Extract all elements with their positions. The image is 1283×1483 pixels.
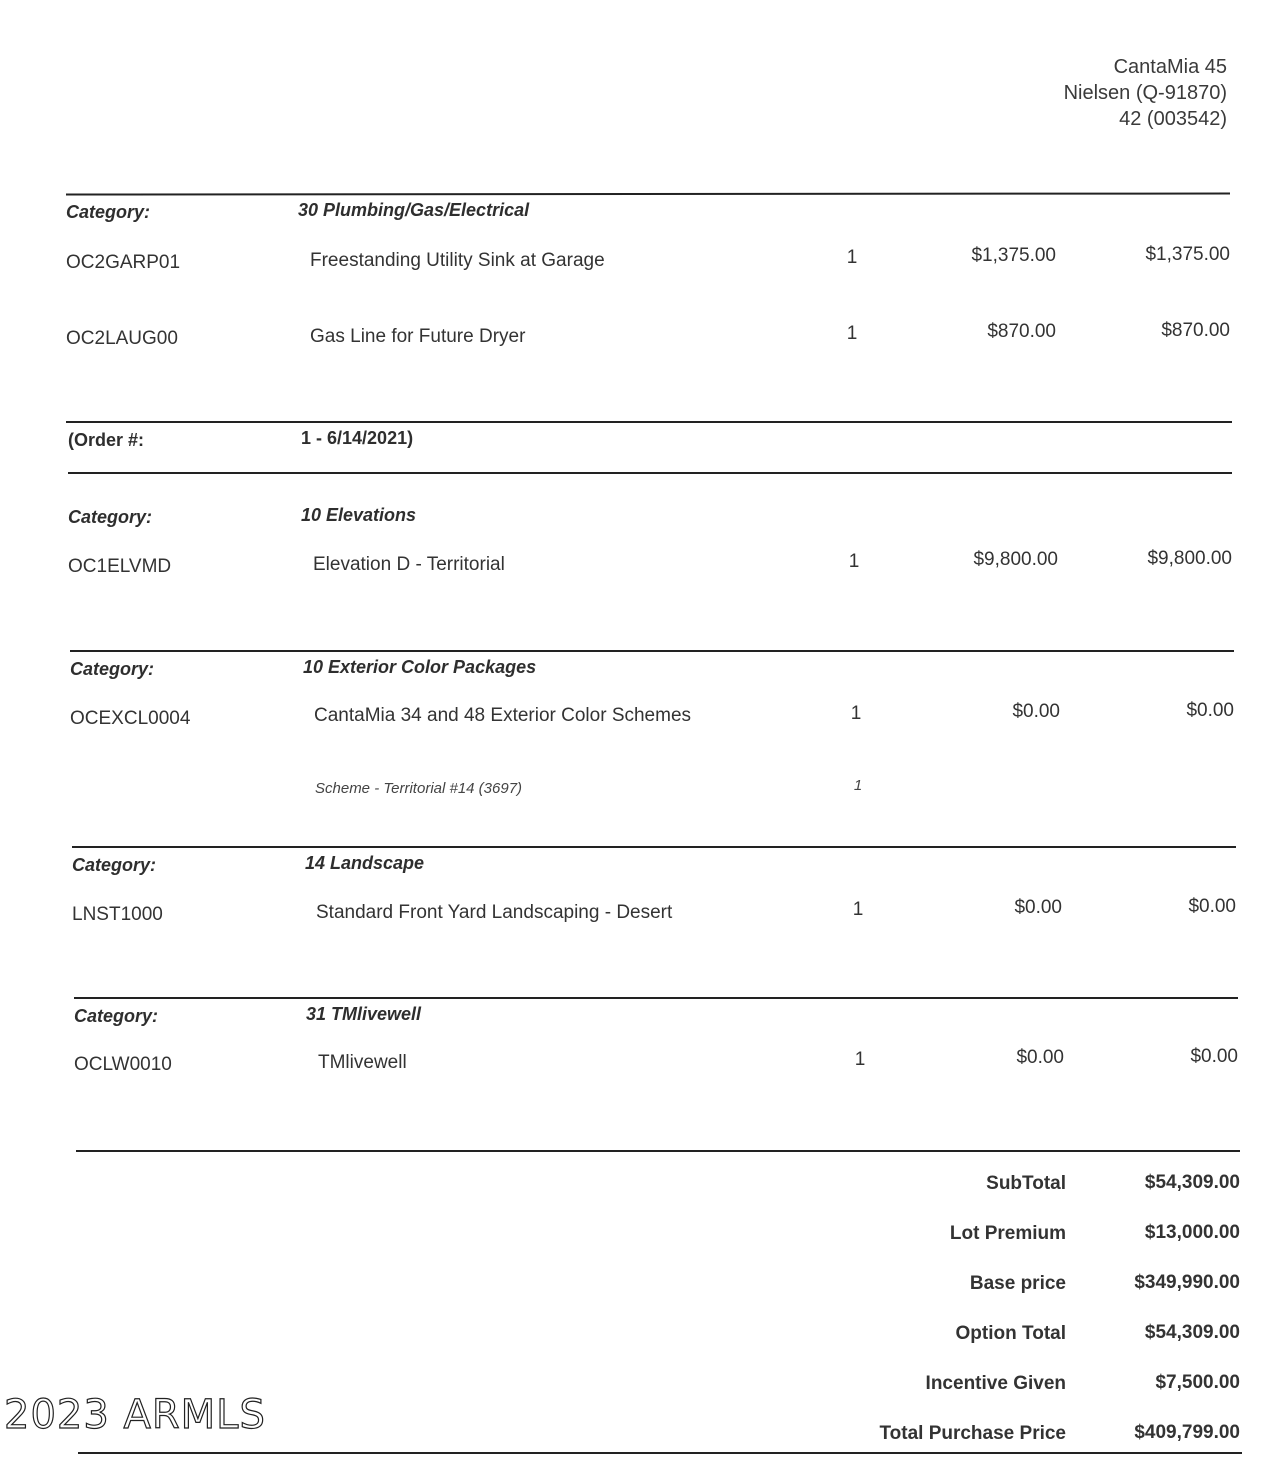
divider	[76, 1150, 1240, 1152]
item-price: $0.00	[1016, 1047, 1064, 1068]
item-quantity: 1	[852, 899, 864, 920]
category-name: 31 TMlivewell	[306, 1004, 422, 1024]
item-description: TMlivewell	[318, 1052, 407, 1073]
divider	[72, 846, 1236, 848]
item-code: OCEXCL0004	[70, 708, 191, 729]
lot-premium-label: Lot Premium	[949, 1223, 1066, 1244]
buyer-name: Nielsen (Q-91870)	[1063, 82, 1227, 104]
option-sub-quantity: 1	[853, 777, 863, 794]
category-name: 10 Elevations	[301, 505, 417, 525]
item-code: OC1ELVMD	[68, 556, 172, 577]
total-purchase-price-label: Total Purchase Price	[879, 1423, 1066, 1444]
total-purchase-price-value: $409,799.00	[1134, 1422, 1240, 1443]
category-label: Category:	[66, 202, 151, 222]
base-price-label: Base price	[969, 1273, 1066, 1294]
item-description: Standard Front Yard Landscaping - Desert	[316, 902, 673, 923]
item-total: $870.00	[1161, 320, 1230, 341]
category-name: 14 Landscape	[305, 853, 425, 873]
item-quantity: 1	[846, 247, 858, 268]
divider	[74, 997, 1238, 999]
incentive-label: Incentive Given	[925, 1373, 1066, 1394]
divider	[68, 472, 1232, 474]
item-price: $870.00	[987, 321, 1056, 342]
incentive-value: $7,500.00	[1155, 1372, 1240, 1393]
category-name: 30 Plumbing/Gas/Electrical	[298, 200, 530, 220]
lot-number: 42 (003542)	[1119, 108, 1227, 130]
item-quantity: 1	[846, 323, 858, 344]
item-code: OCLW0010	[74, 1054, 172, 1075]
item-price: $9,800.00	[973, 549, 1058, 570]
item-code: LNST1000	[72, 904, 163, 925]
item-price: $0.00	[1012, 701, 1060, 722]
item-price: $0.00	[1014, 897, 1062, 918]
item-code: OC2GARP01	[66, 252, 181, 273]
category-label: Category:	[68, 507, 153, 527]
category-label: Category:	[74, 1006, 159, 1026]
divider	[78, 1452, 1242, 1454]
subtotal-value: $54,309.00	[1144, 1172, 1240, 1193]
item-total: $0.00	[1186, 700, 1234, 721]
item-description: Gas Line for Future Dryer	[310, 326, 526, 347]
item-quantity: 1	[848, 551, 860, 572]
category-label: Category:	[72, 855, 157, 875]
category-name: 10 Exterior Color Packages	[303, 657, 537, 677]
subtotal-label: SubTotal	[986, 1173, 1066, 1194]
item-total: $9,800.00	[1147, 548, 1232, 569]
option-sub-description: Scheme - Territorial #14 (3697)	[315, 780, 523, 797]
copyright-watermark: 2023 ARMLS	[4, 1392, 266, 1438]
option-total-label: Option Total	[955, 1323, 1066, 1344]
order-number: 1 - 6/14/2021)	[301, 428, 414, 448]
item-quantity: 1	[854, 1049, 866, 1070]
order-label: (Order #:	[68, 430, 145, 450]
document-header	[1064, 54, 1227, 132]
lot-premium-value: $13,000.00	[1144, 1222, 1240, 1243]
item-description: Elevation D - Territorial	[313, 554, 505, 575]
community-name: CantaMia 45	[1113, 56, 1227, 78]
item-quantity: 1	[850, 703, 862, 724]
item-price: $1,375.00	[971, 245, 1056, 266]
item-total: $1,375.00	[1145, 244, 1230, 265]
option-total-value: $54,309.00	[1144, 1322, 1240, 1343]
divider	[70, 650, 1234, 652]
item-code: OC2LAUG00	[66, 328, 178, 349]
item-total: $0.00	[1188, 896, 1236, 917]
base-price-value: $349,990.00	[1134, 1272, 1240, 1293]
item-total: $0.00	[1190, 1046, 1238, 1067]
item-description: Freestanding Utility Sink at Garage	[310, 250, 605, 271]
item-description: CantaMia 34 and 48 Exterior Color Schemes	[314, 705, 692, 726]
category-label: Category:	[70, 659, 155, 679]
divider	[66, 192, 1230, 195]
divider	[66, 421, 1232, 423]
